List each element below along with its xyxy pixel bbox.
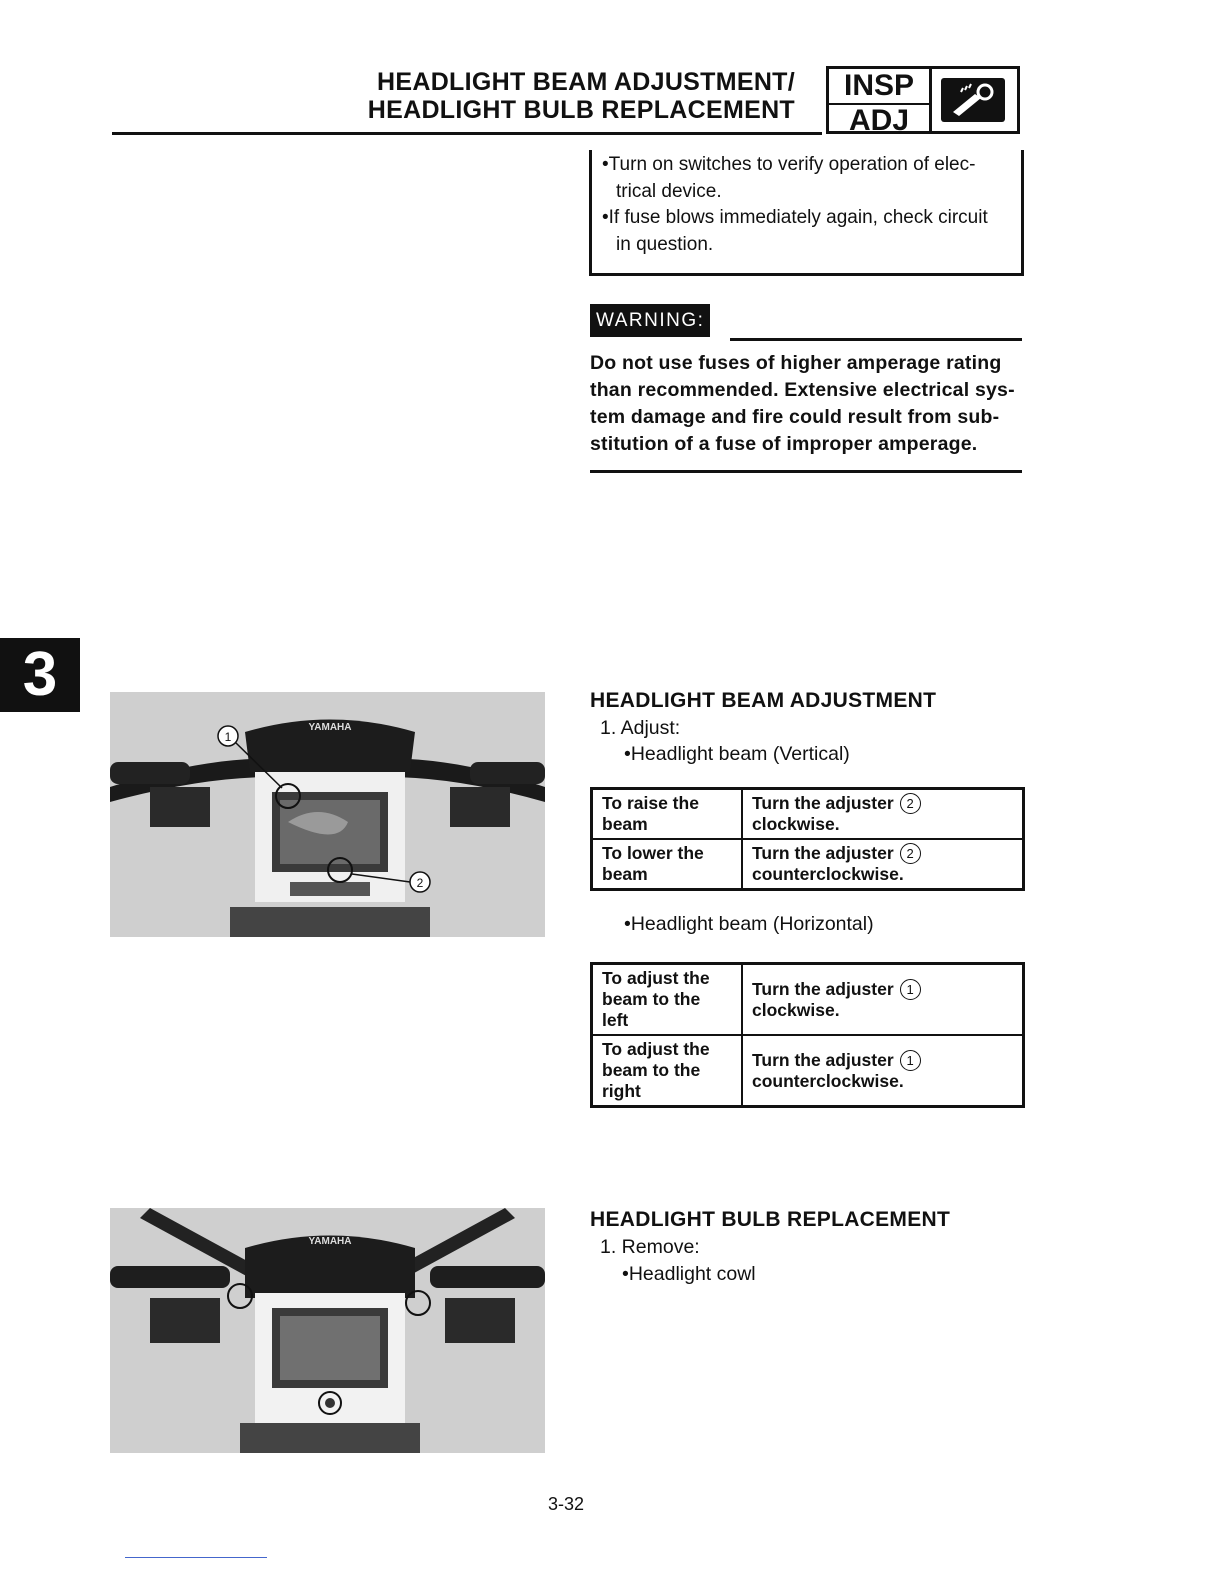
- wrench-tool-icon: [941, 78, 1005, 122]
- table-row: [592, 964, 1024, 1036]
- cell-text: Turn the adjuster: [752, 843, 894, 863]
- vertical-adjust-table: [590, 787, 1025, 891]
- warning-line: Do not use fuses of higher amperage rating: [590, 352, 1002, 374]
- warning-text: [590, 350, 1030, 458]
- footer-rule: [125, 1557, 267, 1558]
- circled-number: 2: [900, 793, 921, 814]
- page-title-line1: HEADLIGHT BEAM ADJUSTMENT/: [377, 68, 795, 96]
- warning-line: stitution of a fuse of improper amperage.: [590, 433, 978, 455]
- table-cell: [742, 839, 1024, 890]
- cell-text: beam to the: [602, 1060, 701, 1080]
- note-box: [589, 150, 1024, 276]
- cell-text: beam: [602, 814, 648, 834]
- warning-bottom-rule: [590, 470, 1022, 473]
- circled-number: 1: [900, 1050, 921, 1071]
- headlight-photo-cowl: [110, 1208, 545, 1453]
- cell-text: Turn the adjuster: [752, 978, 894, 999]
- vertical-label: •Headlight beam (Vertical): [624, 743, 850, 765]
- table-row: [592, 839, 1024, 890]
- badge-insp: INSP: [843, 69, 915, 102]
- horizontal-adjust-table: [590, 962, 1025, 1108]
- circled-number: 1: [900, 979, 921, 1000]
- note-item-text: trical device.: [616, 180, 722, 202]
- table-cell: [742, 789, 1024, 840]
- cell-text: beam to the: [602, 989, 701, 1009]
- beam-step: 1. Adjust:: [600, 717, 681, 739]
- note-item-text: •If fuse blows immediately again, check circuit: [602, 207, 988, 228]
- badge-divider: [929, 69, 932, 131]
- cell-text: clockwise.: [752, 999, 840, 1020]
- brand-text: YAMAHA: [308, 1236, 352, 1247]
- note-item: [602, 152, 1011, 205]
- cell-text: counterclockwise.: [752, 1070, 904, 1091]
- page-number: 3-32: [548, 1494, 585, 1514]
- cell-text: clockwise.: [752, 814, 840, 834]
- warning-line: than recommended. Extensive electrical sys-: [590, 379, 1015, 401]
- cell-text: To lower the: [602, 843, 704, 863]
- warning-line: tem damage and fire could result from sub-: [590, 406, 1000, 428]
- table-cell: [592, 789, 743, 840]
- table-cell: [742, 1035, 1024, 1107]
- cell-text: To raise the: [602, 793, 699, 813]
- cell-text: counterclockwise.: [752, 864, 904, 884]
- warning-rule: [730, 338, 1022, 341]
- callout-1: 1: [224, 730, 232, 744]
- table-row: [592, 1035, 1024, 1107]
- bulb-section-title: HEADLIGHT BULB REPLACEMENT: [590, 1208, 951, 1231]
- brand-text: YAMAHA: [308, 722, 352, 733]
- note-item-text: •Turn on switches to verify operation of elec-: [602, 154, 976, 175]
- table-cell: [592, 1035, 743, 1107]
- chapter-tab: 3: [0, 638, 80, 712]
- table-cell: [592, 964, 743, 1036]
- horizontal-label: •Headlight beam (Horizontal): [624, 913, 874, 935]
- table-row: [592, 789, 1024, 840]
- cell-text: right: [602, 1081, 641, 1101]
- cell-text: beam: [602, 864, 648, 884]
- bulb-step: 1. Remove:: [600, 1236, 700, 1258]
- page-title: [250, 68, 795, 124]
- cell-text: Turn the adjuster: [752, 1049, 894, 1070]
- note-item-text: in question.: [616, 233, 714, 255]
- badge-adj: ADJ: [829, 103, 929, 136]
- cell-text: Turn the adjuster: [752, 793, 894, 813]
- table-cell: [742, 964, 1024, 1036]
- cell-text: left: [602, 1010, 629, 1030]
- header-rule: [112, 132, 822, 135]
- callout-2: 2: [416, 876, 424, 890]
- section-badge: [826, 66, 1020, 137]
- cell-text: To adjust the: [602, 1039, 710, 1059]
- cell-text: To adjust the: [602, 968, 710, 988]
- beam-section-title: HEADLIGHT BEAM ADJUSTMENT: [590, 689, 937, 712]
- note-item: [602, 205, 1011, 258]
- headlight-photo-adjusters: [110, 692, 545, 937]
- table-cell: [592, 839, 743, 890]
- circled-number: 2: [900, 843, 921, 864]
- warning-label: WARNING:: [590, 304, 710, 337]
- page-title-line2: HEADLIGHT BULB REPLACEMENT: [367, 96, 795, 124]
- bulb-item: •Headlight cowl: [622, 1263, 756, 1285]
